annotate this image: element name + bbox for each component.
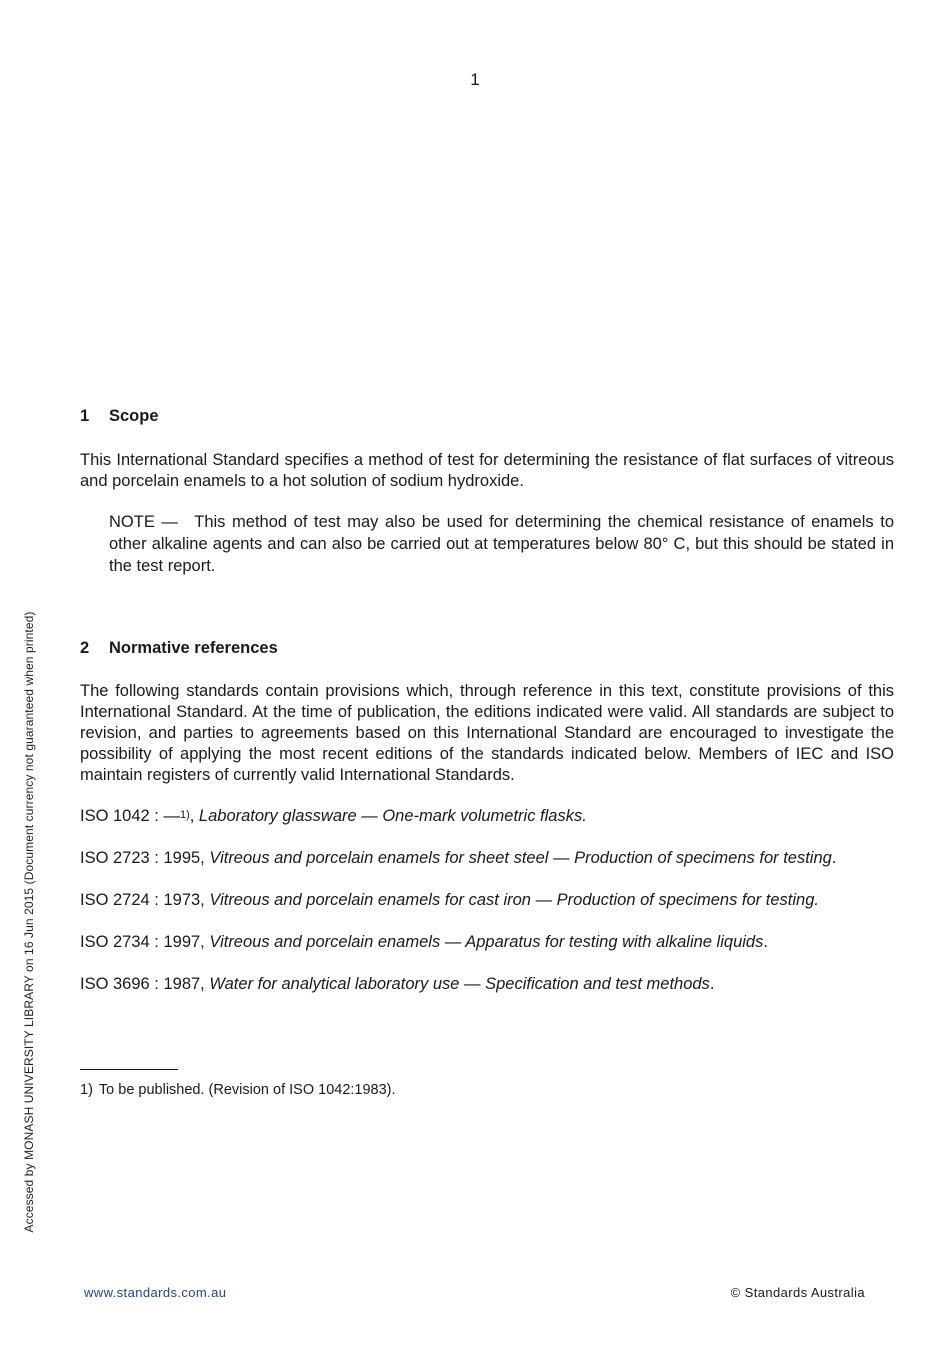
section-number: 1 [80,407,90,425]
note-text: This method of test may also be used for determining the chemical resistance of enamels to other alkaline agents and can also be carried out at temperatures below 80° C, but this should be stated in the test report. [109,513,894,575]
reference-id: ISO 2734 : 1997, [80,933,205,951]
section-heading-scope [80,407,159,426]
page-number: 1 [470,70,480,89]
footnote-divider [80,1069,178,1070]
reference-item: ISO 2723 : 1995, Vitreous and porcelain enamels for sheet steel — Production of specimens for testing. [80,849,837,867]
reference-id: ISO 2723 : 1995, [80,849,205,867]
note-label: NOTE — [109,513,178,531]
reference-item [80,890,910,911]
section-number: 2 [80,639,90,657]
reference-title: Water for analytical laboratory use — Specification and test methods [209,975,710,993]
references-intro-paragraph: The following standards contain provisions which, through reference in this text, constitute provisions of this International Standard. At the time of publication, the editions indicated were valid. All standards are subject to revision, and parties to agreements based on this International Standard are encouraged to investigate the possibility of applying the most recent editions of the standards indicated below. Members of IEC and ISO maintain registers of currently valid International Standards. [80,682,894,784]
copyright-notice: © Standards Australia [730,1285,865,1300]
section-heading-normative-references [80,639,278,658]
standards-website-link[interactable]: www.standards.com.au [84,1285,227,1300]
section-title: Normative references [109,639,278,657]
reference-id: ISO 1042 : — [80,807,180,825]
reference-item: ISO 1042 : —$^{1)}$, Laboratory glassware — One-mark volumetric flasks. [80,807,587,825]
reference-id: ISO 3696 : 1987, [80,975,205,993]
scope-note [109,511,894,577]
footnote [80,1082,396,1098]
footnote-text: To be published. (Revision of ISO 1042:1983). [98,1082,396,1098]
footnote-marker: 1) [179,809,190,821]
reference-item: ISO 2734 : 1997, Vitreous and porcelain enamels — Apparatus for testing with alkaline liquids. [80,933,768,951]
scope-paragraph: This International Standard specifies a method of test for determining the resistance of flat surfaces of vitreous and porcelain enamels to a hot solution of sodium hydroxide. [80,451,894,490]
section-title: Scope [109,407,159,425]
reference-id: ISO 2724 : 1973, [80,891,205,909]
reference-title: Laboratory glassware — One-mark volumetric flasks. [198,807,587,825]
footnote-mark: 1) [80,1082,93,1098]
reference-title: Vitreous and porcelain enamels for cast iron — Production of specimens for testing. [209,891,819,909]
access-watermark-text: Accessed by MONASH UNIVERSITY LIBRARY on 16 Jun 2015 (Document currency not guaranteed when printed) [22,611,36,1233]
reference-item: ISO 3696 : 1987, Water for analytical laboratory use — Specification and test methods. [80,975,715,993]
reference-title: Vitreous and porcelain enamels for sheet steel — Production of specimens for testing [209,849,832,867]
reference-title: Vitreous and porcelain enamels — Apparatus for testing with alkaline liquids [209,933,764,951]
